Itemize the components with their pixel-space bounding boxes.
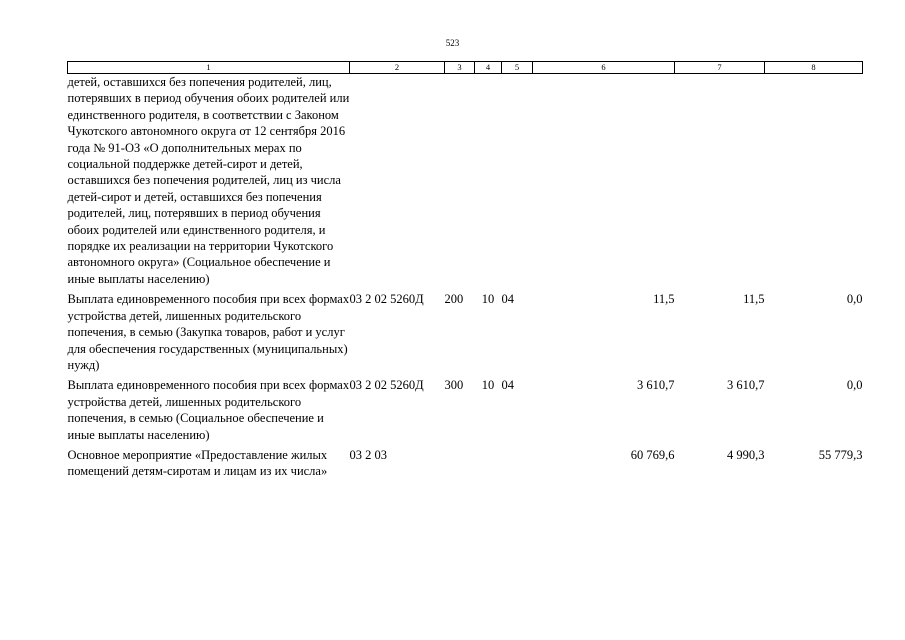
table-row xyxy=(68,377,863,447)
row-column-7: 3 610,7 xyxy=(727,378,765,393)
row-subsection xyxy=(502,74,533,292)
column-header-8: 8 xyxy=(765,62,863,74)
row-column-7 xyxy=(675,74,765,292)
row-name: Выплата единовременного пособия при всех формах устройства детей, лишенных родительского попечения, в семью (Социальное обеспечение и иные выплаты населению) xyxy=(67,378,350,442)
row-column-8: 55 779,3 xyxy=(818,447,863,462)
row-column-8: 0,0 xyxy=(846,378,863,393)
page-number: 523 xyxy=(445,38,460,48)
row-column-8 xyxy=(765,74,863,292)
row-total: 3 610,7 xyxy=(637,378,675,393)
row-code: 03 2 02 5260Д xyxy=(349,378,424,393)
row-total xyxy=(533,74,675,292)
row-subsection xyxy=(502,447,533,484)
budget-table xyxy=(67,61,863,484)
column-header-5: 5 xyxy=(502,62,533,74)
row-column-8: 0,0 xyxy=(846,292,863,307)
row-total: 11,5 xyxy=(653,292,675,307)
row-expense-type xyxy=(445,447,475,484)
row-name: детей, оставшихся без попечения родителей, лиц, потерявших в период обучения обоих родителей или единственного родителя, в соответствии с Законом Чукотского автономного округа от 12 сентября 2016 года № 91-ОЗ «О дополнительных мерах по социальной поддержке детей-сирот и детей, оставшихся без попечения родителей, лиц из числа детей-сирот и детей, оставшихся без попечения родителей, лиц, потерявших в период обучения обоих родителей или единственного родителя, и порядке их реализации на территории Чукотского автономного округа» (Социальное обеспечение и иные выплаты населению) xyxy=(67,75,350,286)
row-code: 03 2 02 5260Д xyxy=(349,292,424,307)
column-header-1: 1 xyxy=(68,62,350,74)
column-header-2: 2 xyxy=(350,62,445,74)
row-code xyxy=(350,74,445,292)
row-expense-type: 200 xyxy=(444,292,464,307)
row-expense-type xyxy=(445,74,475,292)
row-name: Основное мероприятие «Предоставление жилых помещений детям-сиротам и лицам из их числа» xyxy=(67,447,328,479)
row-column-7: 11,5 xyxy=(743,292,765,307)
row-column-7: 4 990,3 xyxy=(727,447,765,462)
row-total: 60 769,6 xyxy=(630,447,675,462)
row-expense-type: 300 xyxy=(444,378,464,393)
row-code: 03 2 03 xyxy=(349,447,387,462)
row-subsection: 04 xyxy=(501,292,514,307)
row-section: 10 xyxy=(481,292,495,307)
row-subsection: 04 xyxy=(501,378,514,393)
row-name: Выплата единовременного пособия при всех формах устройства детей, лишенных родительского попечения, в семью (Закупка товаров, работ и услуг для обеспечения государственных (муниципальных) нужд) xyxy=(67,292,350,372)
row-section xyxy=(475,447,502,484)
table-row xyxy=(68,74,863,292)
column-header-3: 3 xyxy=(445,62,475,74)
table-row xyxy=(68,447,863,484)
column-header-7: 7 xyxy=(675,62,765,74)
row-section: 10 xyxy=(481,378,495,393)
column-number-row xyxy=(68,62,863,74)
column-header-4: 4 xyxy=(475,62,502,74)
column-header-6: 6 xyxy=(533,62,675,74)
table-row xyxy=(68,291,863,377)
row-section xyxy=(475,74,502,292)
